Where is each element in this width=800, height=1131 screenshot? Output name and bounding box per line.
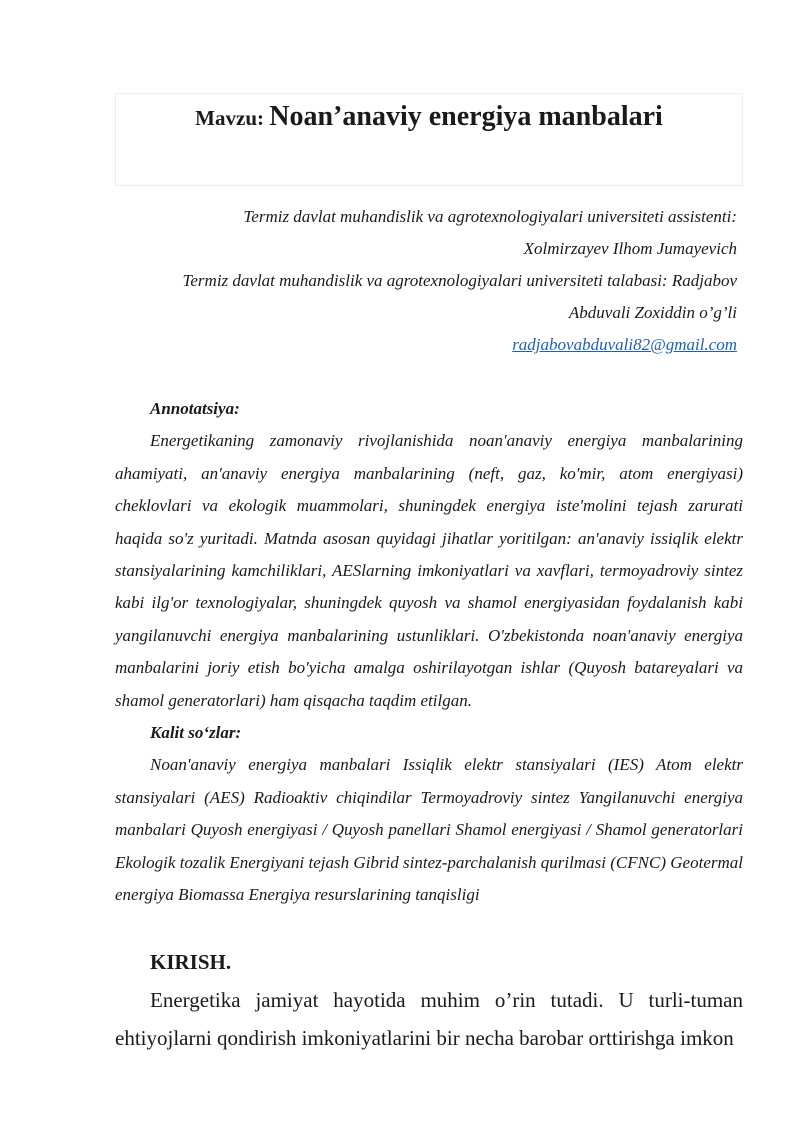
author-affiliation-2: Termiz davlat muhandislik va agrotexnologiyalari universiteti talabasi: Radjabov xyxy=(182,271,737,290)
keywords-heading: Kalit so‘zlar: xyxy=(150,723,242,743)
abstract-section xyxy=(115,393,743,912)
author-block xyxy=(115,201,737,361)
intro-text: Energetika jamiyat hayotida muhim o’rin tutadi. U turli-tuman ehtiyojlarni qondirish imkoniyatlarini bir necha barobar orttirishga imkon xyxy=(115,988,743,1050)
email-link[interactable]: radjabovabduvali82@gmail.com xyxy=(512,335,737,354)
intro-section xyxy=(115,943,743,1057)
intro-heading: KIRISH. xyxy=(150,950,232,974)
keywords-text: Noan'anaviy energiya manbalari Issiqlik elektr stansiyalari (IES) Atom elektr stansiyalari (AES) Radioaktiv chiqindilar Termoyadroviy sintez Yangilanuvchi energiya manbalari Quyosh energiyasi / Quyosh panellari Shamol energiyasi / Shamol generatorlari Ekologik tozalik Energiyani tejash Gibrid sintez-parchalanish qurilmasi (CFNC) Geotermal energiya Biomassa Energiya resurslarining tanqisligi xyxy=(115,755,743,905)
author-name-2: Abduvali Zoxiddin o’g’li xyxy=(568,303,737,322)
abstract-text: Energetikaning zamonaviy rivojlanishida noan'anaviy energiya manbalarining ahamiyati, an'anaviy energiya manbalarining (neft, gaz, ko'mir, atom energiyasi) cheklovlari va ekologik muammolari, shuningdek energiya iste'molini tejash zarurati haqida so'z yuritadi. Matnda asosan quyidagi jihatlar yoritilgan: an'anaviy issiqlik elektr stansiyalarining kamchiliklari, AESlarning imkoniyatlari va xavflari, termoyadroviy sintez kabi ilg'or texnologiyalar, shuningdek quyosh va shamol energiyasidan foydalanish kabi yangilanuvchi energiya manbalarining ustunliklari. O'zbekistonda noan'anaviy energiya manbalarini joriy etish bo'yicha amalga oshirilayotgan ishlar (Quyosh batareyalari va shamol generatorlari) ham qisqacha taqdim etilgan. xyxy=(115,431,743,710)
abstract-heading: Annotatsiya: xyxy=(150,399,240,418)
page-title xyxy=(116,101,742,133)
author-name-1: Xolmirzayev Ilhom Jumayevich xyxy=(523,239,737,258)
title-box xyxy=(115,93,743,186)
title-prefix: Mavzu: xyxy=(195,106,270,130)
title-main: Noan’anaviy energiya manbalari xyxy=(269,101,663,132)
author-affiliation-1: Termiz davlat muhandislik va agrotexnologiyalari universiteti assistenti: xyxy=(243,207,737,226)
